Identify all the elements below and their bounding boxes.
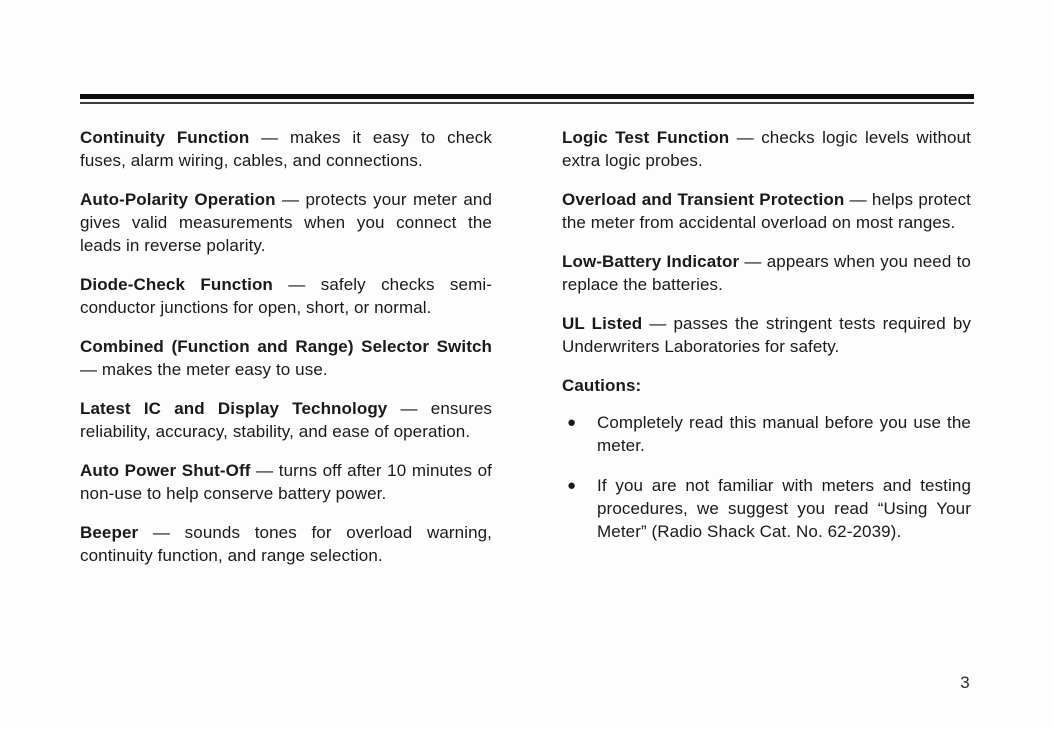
feature-heading: Diode-Check Function bbox=[80, 275, 273, 294]
feature-paragraph bbox=[562, 250, 971, 296]
header-rule-thick bbox=[80, 94, 974, 99]
feature-body: — safely checks semi-conductor junctions for open, short, or normal. bbox=[80, 275, 492, 317]
right-column-features bbox=[562, 126, 971, 358]
header-rule-thin bbox=[80, 102, 974, 104]
caution-item bbox=[562, 411, 971, 457]
feature-paragraph bbox=[80, 397, 492, 443]
feature-paragraph bbox=[80, 521, 492, 567]
feature-heading: UL Listed bbox=[562, 314, 643, 333]
feature-heading: Low-Battery Indicator bbox=[562, 252, 740, 271]
feature-heading: Overload and Transient Protection bbox=[562, 190, 845, 209]
feature-paragraph bbox=[80, 273, 492, 319]
cautions-list bbox=[562, 411, 971, 543]
feature-body: — helps protect the meter from accidental overload on most ranges. bbox=[562, 190, 971, 232]
caution-item-text: If you are not familiar with meters and testing procedures, we suggest you read “Using Your Meter” (Radio Shack Cat. No. 62-2039). bbox=[597, 476, 971, 541]
feature-paragraph bbox=[80, 459, 492, 505]
feature-body: — turns off after 10 minutes of non-use to help conserve battery power. bbox=[80, 461, 492, 503]
feature-heading: Auto Power Shut-Off bbox=[80, 461, 251, 480]
header-rule bbox=[80, 94, 974, 104]
caution-item bbox=[562, 474, 971, 543]
feature-body: — checks logic levels without extra logic probes. bbox=[562, 128, 971, 170]
cautions-section bbox=[562, 374, 971, 543]
bullet-icon: ● bbox=[567, 477, 577, 494]
feature-paragraph bbox=[562, 188, 971, 234]
left-column bbox=[80, 126, 492, 583]
feature-heading: Logic Test Function bbox=[562, 128, 730, 147]
feature-paragraph bbox=[562, 126, 971, 172]
feature-body: — ensures reliability, accuracy, stability, and ease of operation. bbox=[80, 399, 492, 441]
feature-heading: Auto-Polarity Operation bbox=[80, 190, 276, 209]
feature-paragraph bbox=[80, 126, 492, 172]
cautions-heading: Cautions: bbox=[562, 376, 642, 395]
feature-body: — appears when you need to replace the batteries. bbox=[562, 252, 971, 294]
feature-paragraph bbox=[562, 312, 971, 358]
caution-item-text: Completely read this manual before you use the meter. bbox=[597, 413, 971, 455]
right-column bbox=[562, 126, 971, 560]
feature-heading: Continuity Function bbox=[80, 128, 250, 147]
feature-paragraph bbox=[80, 188, 492, 257]
feature-heading: Latest IC and Display Technology bbox=[80, 399, 388, 418]
feature-heading: Beeper bbox=[80, 523, 139, 542]
feature-body: — protects your meter and gives valid measurements when you connect the leads in reverse polarity. bbox=[80, 190, 493, 255]
feature-body: — passes the stringent tests required by Underwriters Laboratories for safety. bbox=[562, 314, 971, 356]
feature-body: — makes it easy to check fuses, alarm wiring, cables, and connections. bbox=[80, 128, 492, 170]
bullet-icon: ● bbox=[567, 414, 577, 431]
feature-heading: Combined (Function and Range) Selector Switch bbox=[80, 337, 492, 356]
feature-body: — sounds tones for overload warning, continuity function, and range selection. bbox=[80, 523, 492, 565]
page-number: 3 bbox=[960, 673, 970, 692]
feature-body: — makes the meter easy to use. bbox=[80, 360, 328, 379]
feature-paragraph bbox=[80, 335, 492, 381]
